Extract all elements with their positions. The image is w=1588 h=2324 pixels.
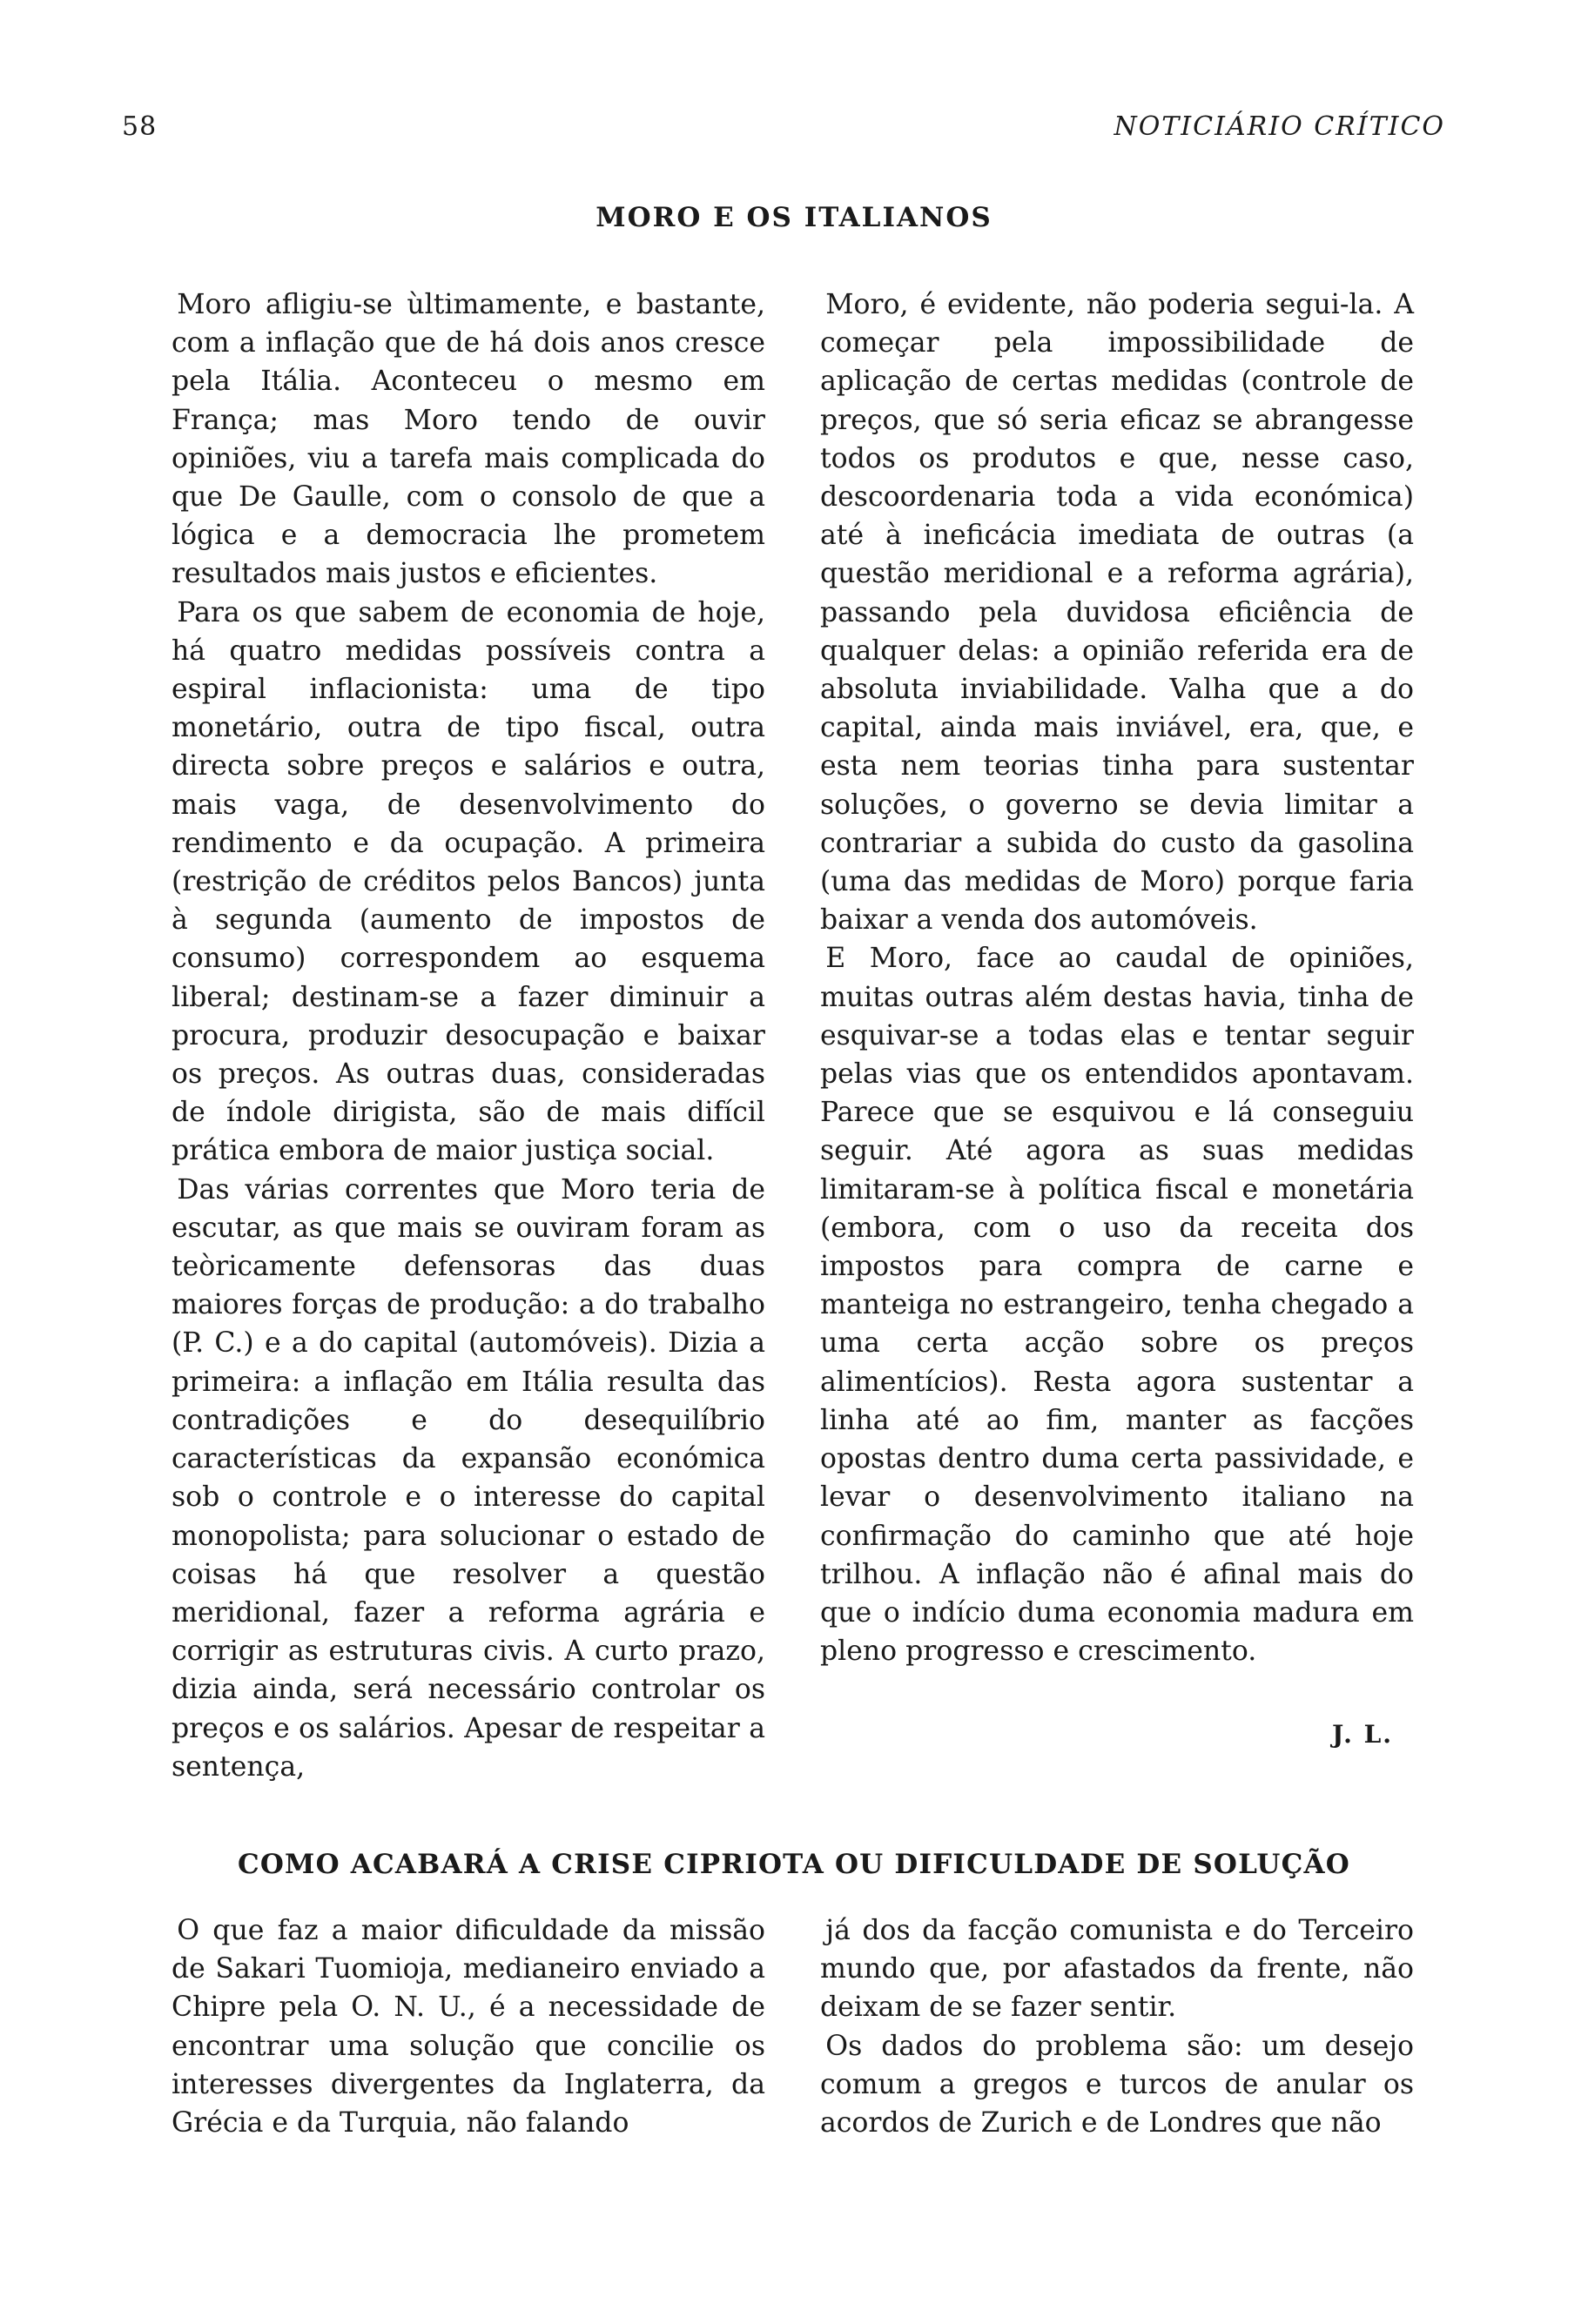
paragraph: O que faz a maior dificuldade da missão de Sakari Tuomioja, medianeiro enviado a Chipre pela O. N. U., é a necessidade de encontrar uma solução que concilie os interesses divergentes da Inglaterra, da Grécia e da Turquia, não falando bbox=[172, 1915, 765, 2139]
article-title-moro: MORO E OS ITALIANOS bbox=[596, 202, 992, 233]
paragraph: Para os que sabem de economia de hoje, há quatro medidas possíveis contra a espiral inflacionista: uma de tipo monetário, outra de tipo fiscal, outra directa sobre preços e salários e outra, mais vaga, de desenvolvimento do rendimento e da ocupação. A primeira (restrição de créditos pelos Bancos) junta à segunda (aumento de impostos de consumo) correspondem ao esquema liberal; destinam-se a fazer diminuir a procura, produzir desocupação e baixar os preços. As outras duas, consideradas de índole dirigista, são de mais difícil prática embora de maior justiça social. bbox=[172, 596, 765, 1167]
paragraph: Os dados do problema são: um desejo comum a gregos e turcos de anular os acordos de Zurich e de Londres que não bbox=[820, 2030, 1414, 2139]
running-head: NOTICIÁRIO CRÍTICO bbox=[1114, 111, 1445, 142]
article2-left-column bbox=[172, 1911, 765, 2142]
paragraph: E Moro, face ao caudal de opiniões, muitas outras além destas havia, tinha de esquivar-se a todas elas e tentar seguir pelas vias que os entendidos apontavam. Parece que se esquivou e lá conseguiu seguir. Até agora as suas medidas limitaram-se à política fiscal e monetária (embora, com o uso da receita dos impostos para compra de carne e manteiga no estrangeiro, tenha chegado a uma certa acção sobre os preços alimentícios). Resta agora sustentar a linha até ao fim, manter as facções opostas dentro duma certa passividade, e levar o desenvolvimento italiano na confirmação do caminho que até hoje trilhou. A inflação não é afinal mais do que o indício duma economia madura em pleno progresso e crescimento. bbox=[820, 943, 1414, 1668]
paragraph: Moro, é evidente, não poderia segui-la. A começar pela impossibilidade de aplicação de certas medidas (controle de preços, que só seria eficaz se abrangesse todos os produtos e que, nesse caso, descoordenaria toda a vida económica) até à ineficácia imediata de outras (a questão meridional e a reforma agrária), passando pela duvidosa eficiência de qualquer delas: a opinião referida era de absoluta inviabilidade. Valha que a do capital, ainda mais inviável, era, que, e esta nem teorias tinha para sustentar soluções, o governo se devia limitar a contrariar a subida do custo da gasolina (uma das medidas de Moro) porque faria baixar a venda dos automóveis. bbox=[820, 289, 1414, 937]
author-signature: J. L. bbox=[1332, 1720, 1394, 1749]
page-header bbox=[122, 111, 1445, 150]
article1-right-column bbox=[820, 285, 1414, 1670]
article2-right-column bbox=[820, 1911, 1414, 2142]
paragraph: Moro afligiu-se ùltimamente, e bastante, com a inflação que de há dois anos cresce pela Itália. Aconteceu o mesmo em França; mas Moro tendo de ouvir opiniões, viu a tarefa mais complicada do que De Gaulle, com o consolo de que a lógica e a democracia lhe prometem resultados mais justos e eficientes. bbox=[172, 289, 765, 590]
paragraph: Das várias correntes que Moro teria de escutar, as que mais se ouviram foram as teòricamente defensoras das duas maiores forças de produção: a do trabalho (P. C.) e a do capital (automóveis). Dizia a primeira: a inflação em Itália resulta das contradições e do desequilíbrio características da expansão económica sob o controle e o interesse do capital monopolista; para solucionar o estado de coisas há que resolver a questão meridional, fazer a reforma agrária e corrigir as estruturas civis. A curto prazo, dizia ainda, será necessário controlar os preços e os salários. Apesar de respeitar a sentença, bbox=[172, 1173, 765, 1783]
article1-left-column bbox=[172, 285, 765, 1786]
page-number: 58 bbox=[122, 111, 158, 142]
article-title-cyprus: COMO ACABARÁ A CRISE CIPRIOTA OU DIFICULDADE DE SOLUÇÃO bbox=[237, 1849, 1350, 1880]
paragraph: já dos da facção comunista e do Terceiro mundo que, por afastados da frente, não deixam de se fazer sentir. bbox=[820, 1915, 1414, 2024]
